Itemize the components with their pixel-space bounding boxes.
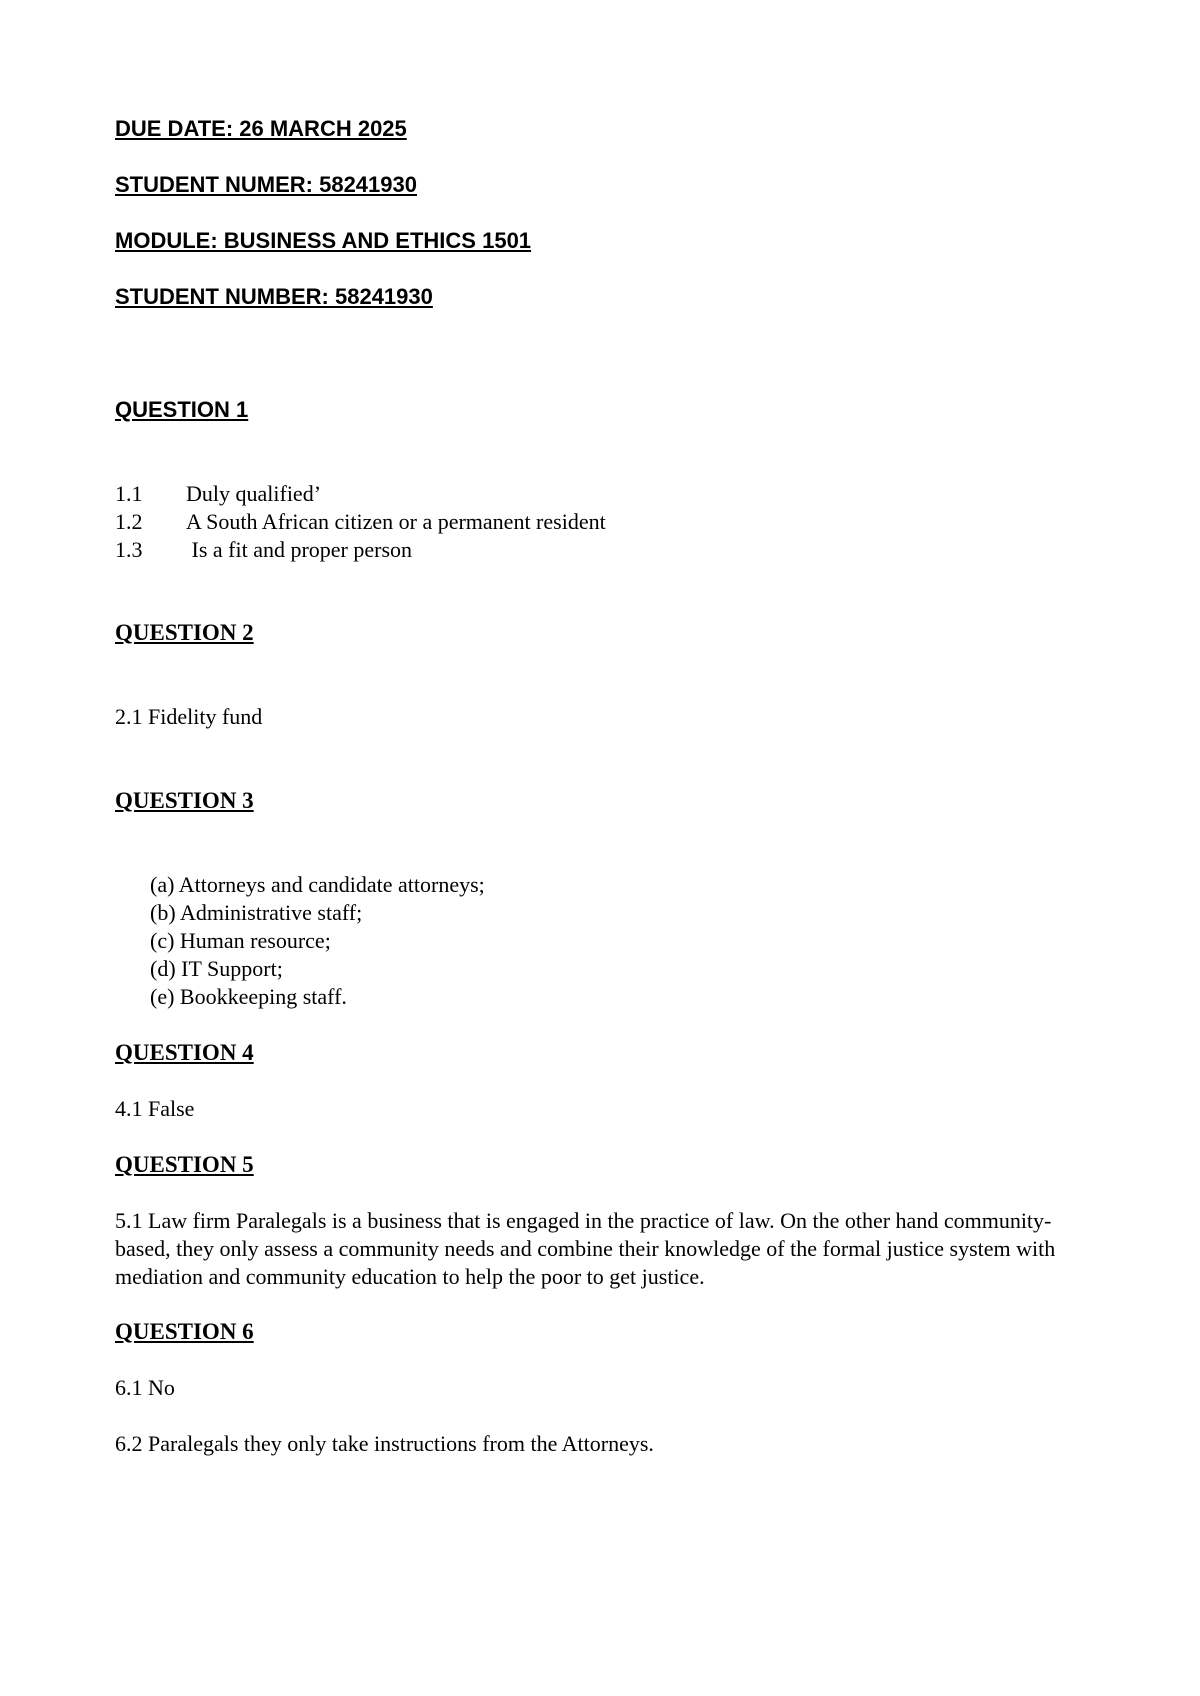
student-numer: STUDENT NUMER: 58241930 <box>115 172 417 197</box>
question-6-heading: QUESTION 6 <box>115 1319 254 1344</box>
q3-list-item: (e) Bookkeeping staff. <box>150 984 347 1009</box>
question-4-heading: QUESTION 4 <box>115 1040 254 1065</box>
question-5-heading: QUESTION 5 <box>115 1152 254 1177</box>
question-3-heading: QUESTION 3 <box>115 788 254 813</box>
q6-answer-1: 6.1 No <box>115 1375 175 1400</box>
module: MODULE: BUSINESS AND ETHICS 1501 <box>115 228 532 253</box>
student-number: STUDENT NUMBER: 58241930 <box>115 284 433 309</box>
q6-answer-2: 6.2 Paralegals they only take instructions from the Attorneys. <box>115 1431 654 1456</box>
q1-item-text: Duly qualified’ <box>186 481 322 506</box>
q5-answer: 5.1 Law firm Paralegals is a business that is engaged in the practice of law. On the other hand community-based, they only assess a community needs and combine their knowledge of the formal justice system with mediation and community education to help the poor to get justice. <box>115 1208 1056 1289</box>
q1-item-num: 1.2 <box>115 509 143 534</box>
q1-item-text: Is a fit and proper person <box>186 537 413 562</box>
due-date: DUE DATE: 26 MARCH 2025 <box>115 116 407 141</box>
q3-list-item: (d) IT Support; <box>150 956 283 981</box>
q3-list-item: (b) Administrative staff; <box>150 900 363 925</box>
question-2-heading: QUESTION 2 <box>115 620 254 645</box>
q1-item-num: 1.3 <box>115 537 143 562</box>
question-1-heading: QUESTION 1 <box>115 397 249 422</box>
q3-list-item: (a) Attorneys and candidate attorneys; <box>150 872 485 897</box>
q1-item-text: A South African citizen or a permanent resident <box>186 509 606 534</box>
q4-answer: 4.1 False <box>115 1096 195 1121</box>
q1-item-num: 1.1 <box>115 481 143 506</box>
q2-answer: 2.1 Fidelity fund <box>115 704 263 729</box>
q3-list-item: (c) Human resource; <box>150 928 331 953</box>
